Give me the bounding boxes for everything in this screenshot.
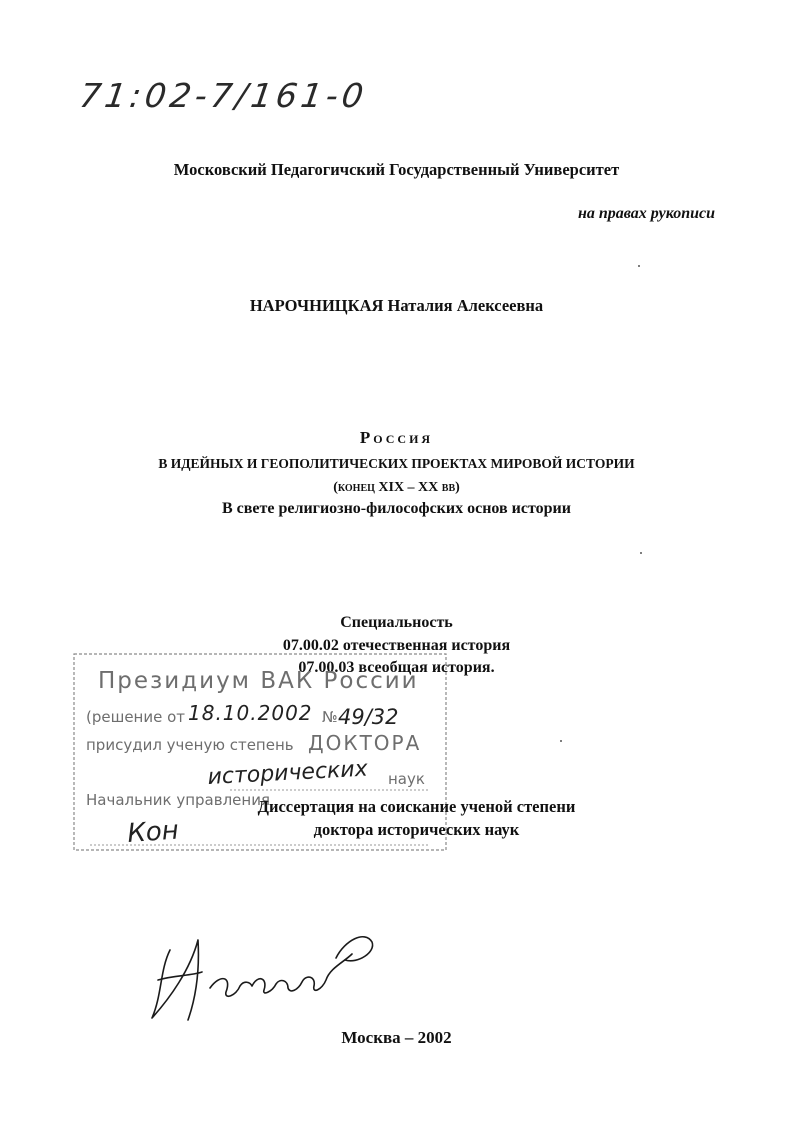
title-years: (конец XIX – XX вв) — [333, 480, 460, 495]
stamp-degree-label: присудил ученую степень — [86, 736, 294, 754]
stamp-org: Президиум ВАК России — [98, 668, 419, 694]
title-extra: В свете религиозно-философских основ истории — [222, 500, 571, 517]
thesis-line-1: Диссертация на соискание ученой степени — [257, 797, 576, 816]
city-year: Москва – 2002 — [341, 1028, 452, 1047]
signature-text: Нарочницкая — [140, 900, 146, 901]
manuscript-note: на правах рукописи — [577, 205, 715, 222]
thesis-line-2: доктора исторических наук — [313, 820, 520, 839]
specialty-label: Специальность — [340, 614, 453, 631]
scan-noise — [638, 265, 640, 267]
stamp-science-value: исторических — [207, 756, 369, 790]
stamp-decision-number: 49/32 — [338, 705, 399, 729]
stamp-decision-label: (решение от — [86, 708, 186, 726]
scan-noise — [640, 552, 642, 554]
specialty-item: 07.00.02 отечественная история — [282, 637, 511, 654]
title-subtitle: В ИДЕЙНЫХ И ГЕОПОЛИТИЧЕСКИХ ПРОЕКТАХ МИРОВОЙ ИСТОРИИ — [158, 456, 635, 471]
stamp-number-label: № — [322, 708, 338, 726]
stamp-head-signature: Кон — [126, 815, 180, 849]
stamp-science-suffix: наук — [388, 770, 425, 788]
archive-number: 71:02-7/161-0 — [77, 76, 370, 115]
stamp-head-label: Начальник управления — [86, 791, 270, 809]
author-signature — [140, 900, 380, 1030]
stamp-degree-value: ДОКТОРА — [308, 731, 422, 755]
author-name: НАРОЧНИЦКАЯ Наталия Алексеевна — [249, 296, 544, 315]
university-name: Московский Педагогичский Государственный Университет — [173, 160, 620, 179]
title-main: Россия — [359, 428, 434, 447]
specialty-item: 07.00.03 всеобщая история. — [298, 659, 495, 676]
stamp-decision-date: 18.10.2002 — [188, 701, 313, 725]
scan-noise — [560, 740, 562, 742]
